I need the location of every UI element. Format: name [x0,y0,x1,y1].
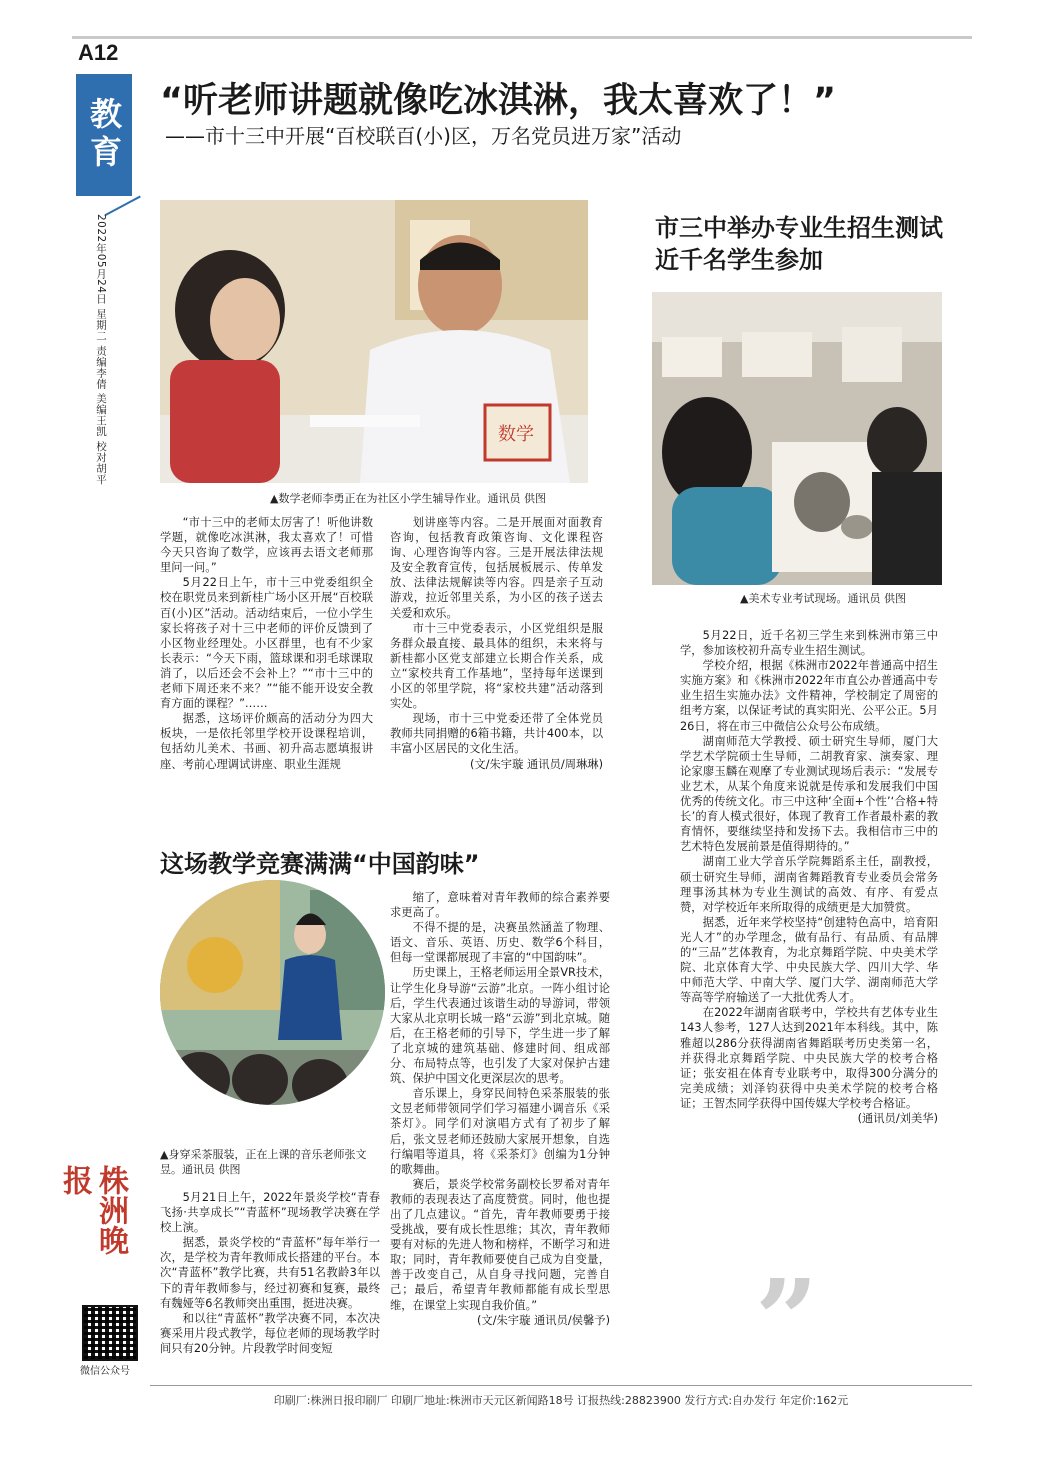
article2-col2-para: 赛后，景炎学校常务副校长罗希对青年教师的表现表达了高度赞赏。同时，他也提出了几点建议。“首先，青年教师要勇于接受挑战，要有成长性思维；其次，青年教师要有对标的先进人物和榜样，不断学习和进取；同时，青年教师要使自己成为自变量，善于改变自己，从自身寻找问题，完善自己；最后，希望青年教师都能有成长型思维，在课堂上实现自我价值。” [390,1177,610,1312]
article2-credit: (文/朱宇璇 通讯员/侯馨予) [477,1313,610,1327]
article3-headline-line1: 市三中举办专业生招生测试 [655,214,943,242]
article3-para: 在2022年湖南省联考中，学校共有艺体专业生143人参考，127人达到2021年本科线。其中，陈雅超以286分获得湖南省舞蹈联考历史类第一名，并获得北京舞蹈学院、中央民族大学的校考合格证；张安祖在体育专业联考中，取得300分满分的完美成绩；刘泽钧获得中央美术学院的校考合格证；王智杰同学获得中国传媒大学校考合格证。 [680,1006,938,1110]
article3-para: 5月22日，近千名初三学生来到株洲市第三中学，参加该校初升高专业生招生测试。 [680,629,938,658]
footer-rule [150,1385,972,1386]
article3-credit: (通讯员/刘美华) [857,1112,938,1125]
article2-col2-para: 音乐课上，身穿民间特色采茶服装的张文昱老师带领同学们学习福建小调音乐《采茶灯》。同学们对演唱方式有了初步了解后，张文昱老师还鼓励大家展开想象，自选行编唱等道具，将《采茶灯》创编为1分钟的歌舞曲。 [390,1087,610,1176]
article1-headline: “听老师讲题就像吃冰淇淋，我太喜欢了！” [160,81,837,121]
article3-para: 据悉，近年来学校坚持“创建特色高中，培育阳光人才”的办学理念，做有品行、有品质、有品牌的“三品”艺体教育，为北京舞蹈学院、中央美术学院、北京体育大学、中央民族大学、四川大学、华中师范大学、中南大学、厦门大学、湖南师范大学等高等学府输送了一大批优秀人才。 [680,915,938,1005]
article3-body [680,628,938,1126]
article1-col1 [160,515,373,772]
newspaper-logo: 株洲晚报 [57,1165,128,1255]
footer-info: 印刷厂:株洲日报印刷厂 印刷厂地址:株洲市天元区新闻路18号 订报热线:28823900 发行方式:自办发行 年定价:162元 [273,1394,849,1407]
quote-mark-icon: ” [755,1255,819,1384]
classroom-tutoring-image [160,200,588,483]
article2-photo [160,880,385,1105]
art-exam-image [652,292,942,585]
article2-col1-para: 5月21日上午，2022年景炎学校“青春飞扬·共享成长”“青蓝杯”现场教学决赛在学校上演。 [160,1191,380,1235]
article2-caption: ▲身穿采茶服装，正在上课的音乐老师张文昱。通讯员 供图 [160,1148,367,1176]
music-class-image [160,880,385,1105]
article2-col1 [160,1190,380,1356]
desk-sign-text: 数学 [498,424,534,445]
article1-col2-para: 现场，市十三中党委还带了全体党员教师共同捐赠的6箱书籍，共计400本，以丰富小区居民的文化生活。 [390,712,603,756]
article3-caption: ▲美术专业考试现场。通讯员 供图 [740,592,906,605]
article3-para: 学校介绍，根据《株洲市2022年普通高中招生实施方案》和《株洲市2022年市直公办普通高中专业生招生实施办法》文件精神，学校制定了周密的组考方案，以保证考试的真实阳光、公平公正。5月26日，将在市三中微信公众号公布成绩。 [680,659,938,733]
article1-col2-para: 市十三中党委表示，小区党组织是服务群众最直接、最具体的组织，未来将与新桂都小区党支部建立长期合作关系，成立“家校共育工作基地”，坚持每年送课到小区的邻里学院，将“家校共建”活动落到实处。 [390,621,603,711]
article1-subhead: ——市十三中开展“百校联百(小)区，万名党员进万家”活动 [165,124,682,148]
article1-col1-para: “市十三中的老师太厉害了！听他讲数学题，就像吃冰淇淋，我太喜欢了！可惜今天只咨询了数学，应该再去语文老师那里问一问。” [160,516,373,575]
article1-caption: ▲数学老师李勇正在为社区小学生辅导作业。通讯员 供图 [270,492,546,505]
article1-col2 [390,515,603,772]
article2-col2-para: 历史课上，王格老师运用全景VR技术，让学生化身导游“云游”北京。一阵小组讨论后，学生代表通过该谐生动的导游词，带领大家从北京明长城一路“云游”到北京城。随后，在王格老师的引导下，学生进一步了解了北京城的建筑基础、修建时间、组成部分、布局特点等，也引发了大家对保护古建筑、保护中国文化更深层次的思考。 [390,966,610,1086]
article2-col2-para: 不得不提的是，决赛虽然涵盖了物理、语文、音乐、英语、历史、数学6个科目，但每一堂课都展现了丰富的“中国韵味”。 [390,921,610,965]
qr-label: 微信公众号 [80,1366,130,1377]
article1-col2-para: 划讲座等内容。二是开展面对面教育咨询，包括教育政策咨询、文化课程咨询、心理咨询等内容。三是开展法律法规及安全教育宣传，包括展板展示、传单发放、法律法规解读等内容。四是亲子互动游戏，拉近邻里关系，为小区的孩子送去关爱和欢乐。 [390,516,603,620]
article2-col2 [390,890,610,1328]
article3-para: 湖南工业大学音乐学院舞蹈系主任，副教授，硕士研究生导师，湖南省舞蹈教育专业委员会常务理事汤其林为专业生测试的高效、有序、有爱点赞，对学校近年来所取得的成绩更是大加赞赏。 [680,855,938,914]
article2-headline: 这场教学竞赛满满“中国韵味” [160,850,480,878]
article1-credit: (文/朱宇璇 通讯员/周琳琳) [470,757,603,771]
article2-col1-para: 和以往“青蓝杯”教学决赛不同，本次决赛采用片段式教学，每位老师的现场教学时间只有20分钟。片段教学时间变短 [160,1311,380,1355]
article2-col2-para: 缩了，意味着对青年教师的综合素养要求更高了。 [390,891,610,920]
article3-photo [652,292,942,585]
article2-col1-para: 据悉，景炎学校的“青蓝杯”每年举行一次，是学校为青年教师成长搭建的平台。本次“青蓝杯”教学比赛，共有51名教龄3年以下的青年教师参与，经过初赛和复赛，最终有魏娅等6名教师突出重围，挺进决赛。 [160,1236,380,1310]
section-tab: 教育 [76,74,132,196]
article1-col1-para: 据悉，这场评价颇高的活动分为四大板块，一是依托邻里学校开设课程培训，包括幼儿美术、书画、初升高志愿填报讲座、考前心理调试讲座、职业生涯规 [160,712,373,771]
article1-col1-para: 5月22日上午，市十三中党委组织全校在职党员来到新桂广场小区开展“百校联百(小)区”活动。活动结束后，一位小学生家长将孩子对十三中老师的评价反馈到了小区物业经理处。小区群里，也有不少家长表示：“今天下雨，篮球课和羽毛球课取消了，以后还会不会补上？”“市十三中的老师下周还来不来？”“能不能开设安全教育方面的课程？”…… [160,576,373,711]
article3-headline-line2: 近千名学生参加 [655,246,823,274]
issue-info: 2022年05月24日 星期二 责编李倩 美编王凯 校对胡平 [95,214,107,485]
top-rule [72,36,972,39]
qr-code-icon[interactable] [82,1305,138,1361]
article3-para: 湖南师范大学教授、硕士研究生导师，厦门大学艺术学院硕士生导师，二胡教育家、演奏家、理论家廖玉麟在观摩了专业测试现场后表示：“发展专业艺术，从某个角度来说就是传承和发展我们中国优秀的传统文化。市三中这种‘全面+个性’‘合格+特长’的育人模式很好，体现了教育工作者最朴素的教育情怀，要继续坚持和发扬下去。我相信市三中的艺术特色发展前景是值得期待的。” [680,734,938,854]
page-number: A12 [78,40,119,65]
article1-photo [160,200,588,483]
